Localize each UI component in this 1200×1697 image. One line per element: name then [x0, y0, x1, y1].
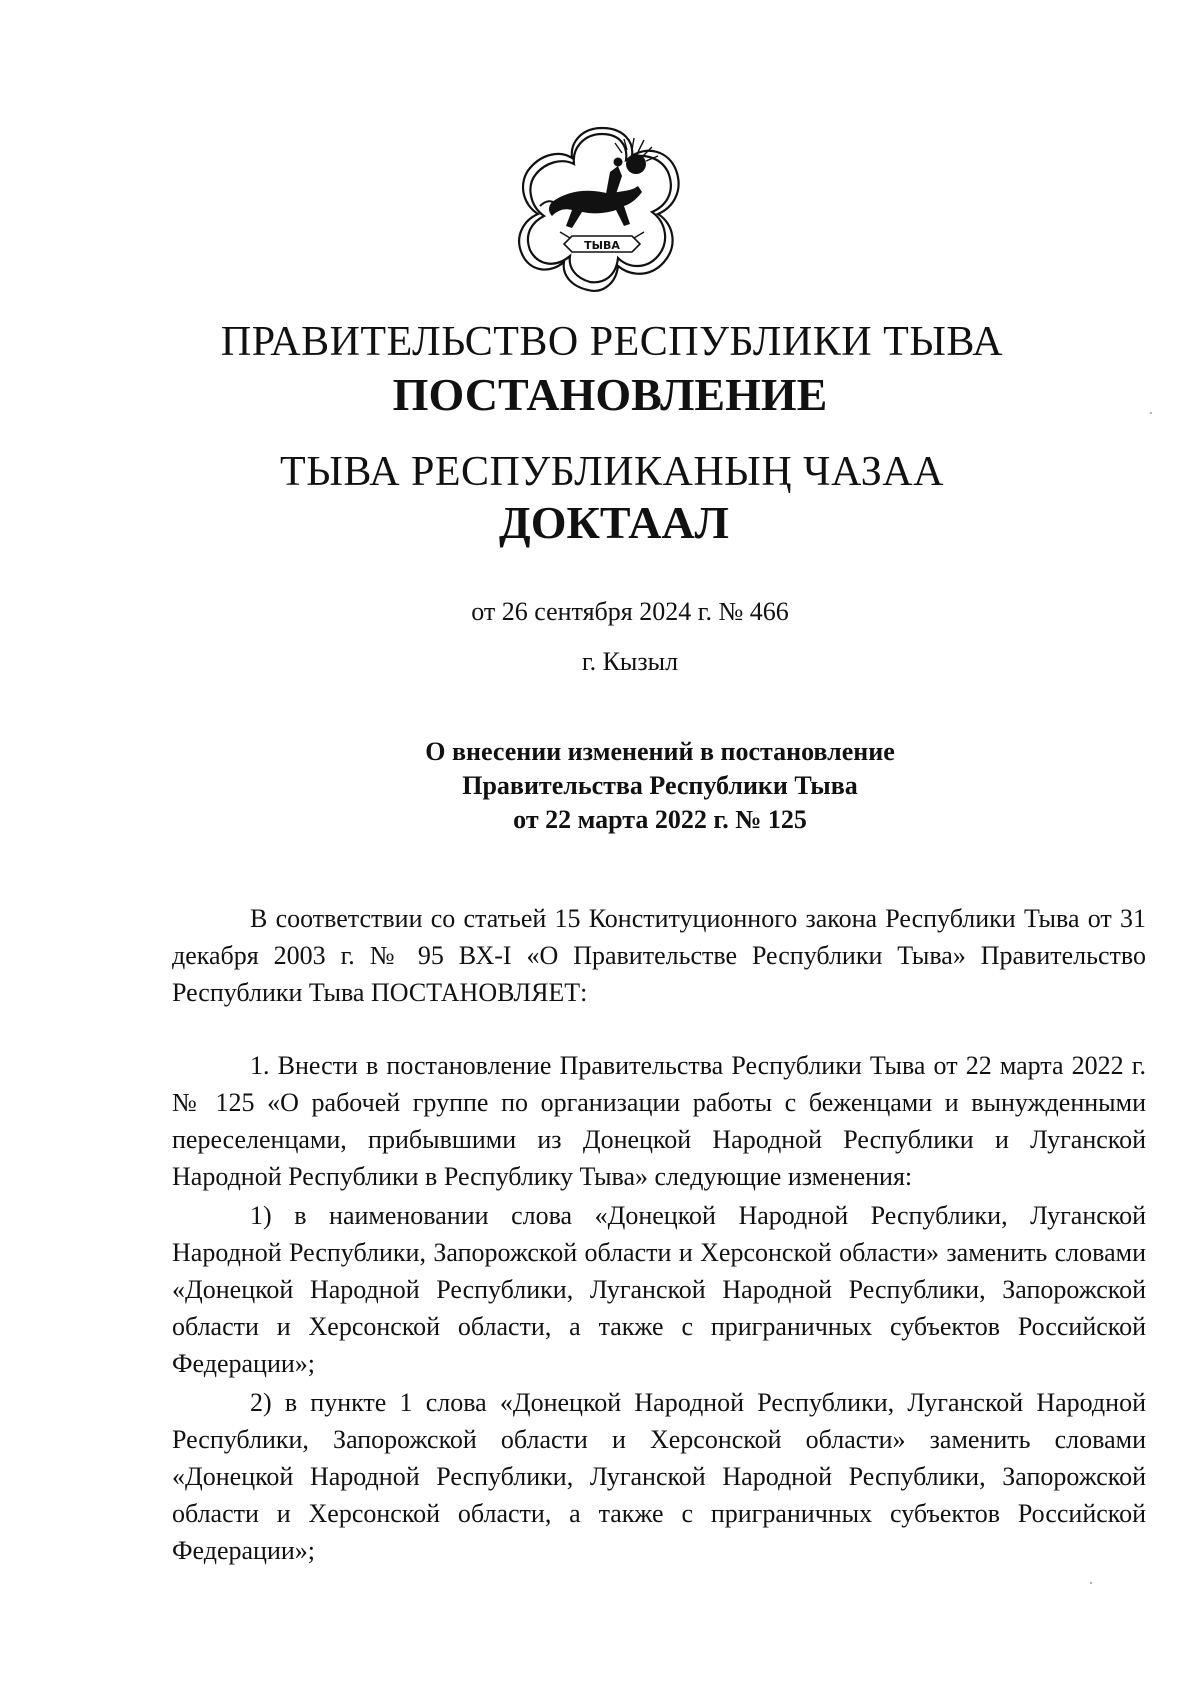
subclause-2-paragraph: 2) в пункте 1 слова «Донецкой Народной Республики, Луганской Народной Республики, Запорожской области и Херсонской области» заменить словами «Донецкой Народной Республики, Луганской Народной Республики, Запорожской области и Херсонской области, а также с приграничных субъектов Российской Федерации»; [172, 1388, 1146, 1565]
subject-line: Правительства Республики Тыва [462, 771, 858, 800]
subject-line: от 22 марта 2022 г. № 125 [513, 805, 807, 834]
resolution-body [172, 1047, 1146, 1569]
preamble-section [172, 900, 1146, 1011]
clause-1-paragraph: 1. Внести в постановление Правительства Республики Тыва от 22 марта 2022 г. № 125 «О рабочей группе по организации работы с беженцами и вынужденными переселенцами, прибывшими из Донецкой Народной Республики и Луганской Народной Республики в Республику Тыва» следующие изменения: [172, 1051, 1146, 1191]
document-subject [320, 735, 1000, 837]
document-date-number: от 26 сентября 2024 г. № 466 [471, 597, 789, 626]
subclause-1-paragraph: 1) в наименовании слова «Донецкой Народной Республики, Луганской Народной Республики, Запорожской области и Херсонской области» заменить словами «Донецкой Народной Республики, Луганской Народной Республики, Запорожской области и Херсонской области, а также с приграничных субъектов Российской Федерации»; [172, 1201, 1146, 1378]
document-type-ru: ПОСТАНОВЛЕНИЕ [392, 369, 828, 420]
document-city: г. Кызыл [581, 647, 679, 676]
emblem-ribbon-text: ТЫВА [584, 239, 620, 252]
subject-line: О внесении изменений в постановление [425, 737, 895, 766]
coat-of-arms-emblem [512, 120, 692, 300]
government-name-tv: ТЫВА РЕСПУБЛИКАНЫҢ ЧАЗАА [280, 449, 944, 495]
scan-speck [1090, 1582, 1092, 1584]
government-name-ru: ПРАВИТЕЛЬСТВО РЕСПУБЛИКИ ТЫВА [220, 319, 1004, 365]
preamble-paragraph: В соответствии со статьей 15 Конституционного закона Республики Тыва от 31 декабря 2003 г. № 95 ВХ-I «О Правительстве Республики Тыва» Правительство Республики Тыва ПОСТАНОВЛЯЕТ: [172, 904, 1146, 1007]
document-type-tv: ДОКТААЛ [499, 497, 729, 548]
scan-speck [1150, 412, 1152, 414]
